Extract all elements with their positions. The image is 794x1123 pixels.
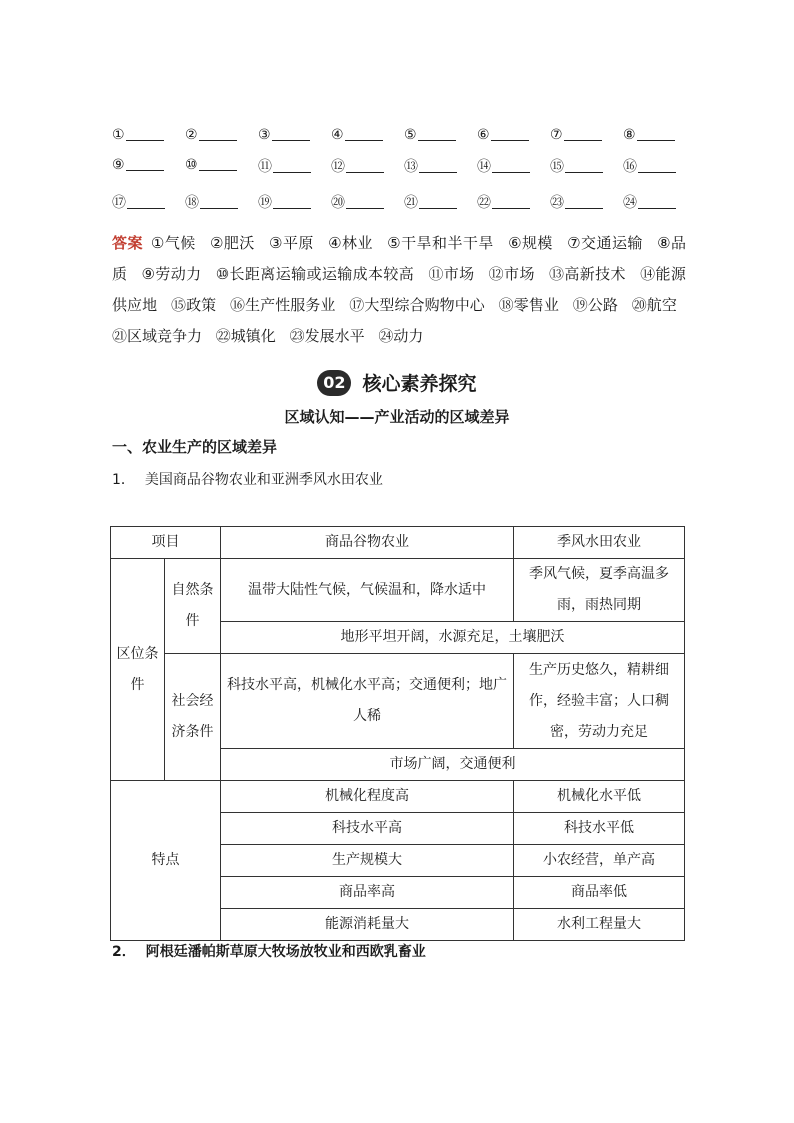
blank-line — [491, 126, 529, 141]
answer-blank — [258, 126, 310, 143]
answer-item: ⑧品质 — [112, 234, 686, 283]
header-item: 项目 — [111, 527, 221, 559]
answer-item: ⑨劳动力 — [141, 265, 202, 283]
answer-blank — [404, 156, 457, 176]
answer-item: ㉓发展水平 — [289, 327, 365, 345]
social-conditions-label: 社会经济条件 — [165, 654, 221, 781]
blank-line — [126, 156, 164, 171]
feature-commercial-grain: 商品率高 — [221, 877, 514, 909]
blank-number: ⑨ — [112, 157, 125, 173]
answer-item: ⑫市场 — [488, 265, 535, 283]
blank-line — [273, 158, 311, 173]
blank-number: ㉒ — [477, 195, 491, 211]
blank-number: ⑱ — [185, 195, 199, 211]
answer-blank — [258, 192, 311, 212]
answer-item: ⑲公路 — [572, 296, 618, 314]
answer-blank — [185, 156, 237, 173]
answer-blank — [331, 192, 384, 212]
answer-item: ㉔动力 — [378, 327, 424, 345]
answer-item: ⑭能源供应地 — [112, 265, 686, 314]
feature-commercial-grain: 能源消耗量大 — [221, 909, 514, 941]
blank-line — [638, 158, 676, 173]
blank-number: ⑥ — [477, 127, 490, 143]
social-commercial-grain: 科技水平高，机械化水平高；交通便利；地广人稀 — [221, 654, 514, 749]
answer-item: ⑳航空 — [631, 296, 677, 314]
blank-number: ⑬ — [404, 159, 418, 175]
answer-blank — [112, 192, 165, 212]
header-paddy-rice: 季风水田农业 — [514, 527, 685, 559]
blank-number: ⑪ — [258, 159, 272, 175]
blank-number: ② — [185, 127, 198, 143]
answer-blank — [477, 192, 530, 212]
answer-blank — [258, 156, 311, 176]
blank-number: ⑲ — [258, 195, 272, 211]
answer-item: ⑪市场 — [428, 265, 475, 283]
location-conditions-label: 区位条件 — [111, 559, 165, 781]
blank-number: ⑤ — [404, 127, 417, 143]
answer-blank — [550, 156, 603, 176]
features-label: 特点 — [111, 781, 221, 941]
blank-number: ⑰ — [112, 195, 126, 211]
blank-number: ③ — [258, 127, 271, 143]
blank-line — [272, 126, 310, 141]
blank-line — [346, 158, 384, 173]
blank-line — [638, 194, 676, 209]
answer-item: ⑮政策 — [171, 296, 217, 314]
answer-blank — [185, 126, 237, 143]
blank-line — [564, 126, 602, 141]
answer-item: ②肥沃 — [209, 234, 255, 252]
blank-number: ⑧ — [623, 127, 636, 143]
section-title: 核心素养探究 — [362, 373, 477, 395]
table-row — [111, 654, 685, 749]
blank-line — [199, 126, 237, 141]
answer-item: ⑰大型综合购物中心 — [349, 296, 485, 314]
blank-line — [419, 194, 457, 209]
blank-number: ㉓ — [550, 195, 564, 211]
blank-line — [418, 126, 456, 141]
feature-commercial-grain: 生产规模大 — [221, 845, 514, 877]
answer-item: ⑩长距离运输或运输成本较高 — [215, 265, 415, 283]
answer-item: ⑱零售业 — [498, 296, 559, 314]
section-header — [0, 369, 794, 396]
feature-commercial-grain: 机械化程度高 — [221, 781, 514, 813]
feature-paddy-rice: 商品率低 — [514, 877, 685, 909]
blanks-row-1 — [112, 126, 692, 150]
blank-line — [126, 126, 164, 141]
answer-item: ⑦交通运输 — [567, 234, 643, 252]
item-1-heading — [112, 469, 383, 489]
blank-line — [200, 194, 238, 209]
answer-blank — [623, 192, 676, 212]
answer-label: 答案 — [112, 234, 143, 252]
table-row — [111, 559, 685, 622]
blank-number: ④ — [331, 127, 344, 143]
blank-line — [565, 158, 603, 173]
item-1-number: 1． — [112, 472, 135, 488]
blank-line — [345, 126, 383, 141]
natural-commercial-grain: 温带大陆性气候，气候温和，降水适中 — [221, 559, 514, 622]
answer-blank — [331, 156, 384, 176]
blank-number: ① — [112, 127, 125, 143]
blank-line — [346, 194, 384, 209]
answer-blank — [477, 156, 530, 176]
answer-blank — [477, 126, 529, 143]
blank-line — [419, 158, 457, 173]
blanks-row-2 — [112, 156, 692, 180]
answer-paragraph — [112, 228, 686, 352]
table-row — [111, 781, 685, 813]
answer-blank — [404, 126, 456, 143]
section-subtitle: 区域认知——产业活动的区域差异 — [284, 408, 510, 426]
answer-item: ㉑区域竞争力 — [112, 327, 203, 345]
blank-number: ⑫ — [331, 159, 345, 175]
blank-line — [492, 194, 530, 209]
heading-agriculture: 一、农业生产的区域差异 — [112, 438, 278, 456]
blank-line — [199, 156, 237, 171]
answer-blank — [185, 192, 238, 212]
table-header-row — [111, 527, 685, 559]
blanks-row-3 — [112, 192, 692, 216]
blank-number: ⑯ — [623, 159, 637, 175]
blank-line — [565, 194, 603, 209]
blank-number: ㉔ — [623, 195, 637, 211]
section-number-badge: 02 — [317, 370, 351, 396]
answer-blank — [112, 156, 164, 173]
feature-paddy-rice: 水利工程量大 — [514, 909, 685, 941]
blank-number: ⑦ — [550, 127, 563, 143]
blank-number: ㉑ — [404, 195, 418, 211]
blank-line — [492, 158, 530, 173]
answer-blank — [550, 192, 603, 212]
blank-number: ⑳ — [331, 195, 345, 211]
answer-item: ⑯生产性服务业 — [230, 296, 336, 314]
blank-line — [127, 194, 165, 209]
answer-item: ⑬高新技术 — [549, 265, 626, 283]
blank-number: ⑩ — [185, 157, 198, 173]
answer-item: ㉒城镇化 — [215, 327, 276, 345]
blank-number: ⑮ — [550, 159, 564, 175]
answer-item: ④林业 — [328, 234, 373, 252]
answer-item: ⑥规模 — [508, 234, 553, 252]
answer-blank — [331, 126, 383, 143]
answer-blank — [623, 126, 675, 143]
answer-item: ⑤干旱和半干旱 — [387, 234, 494, 252]
answer-blank — [550, 126, 602, 143]
feature-paddy-rice: 小农经营，单产高 — [514, 845, 685, 877]
answer-items — [112, 234, 686, 345]
header-commercial-grain: 商品谷物农业 — [221, 527, 514, 559]
feature-paddy-rice: 机械化水平低 — [514, 781, 685, 813]
comparison-table — [110, 526, 685, 941]
answer-blank — [112, 126, 164, 143]
item-2-number: 2． — [112, 944, 136, 960]
item-2-heading — [112, 941, 426, 961]
blank-line — [273, 194, 311, 209]
answer-item: ①气候 — [150, 234, 196, 252]
answer-item: ③平原 — [269, 234, 314, 252]
blank-line — [637, 126, 675, 141]
natural-conditions-label: 自然条件 — [165, 559, 221, 654]
blank-number: ⑭ — [477, 159, 491, 175]
feature-paddy-rice: 科技水平低 — [514, 813, 685, 845]
item-1-text: 美国商品谷物农业和亚洲季风水田农业 — [144, 472, 383, 488]
social-shared: 市场广阔，交通便利 — [221, 749, 685, 781]
answer-blank — [404, 192, 457, 212]
item-2-text: 阿根廷潘帕斯草原大牧场放牧业和西欧乳畜业 — [145, 944, 426, 960]
social-paddy-rice: 生产历史悠久，精耕细作，经验丰富；人口稠密，劳动力充足 — [514, 654, 685, 749]
natural-paddy-rice: 季风气候，夏季高温多雨，雨热同期 — [514, 559, 685, 622]
feature-commercial-grain: 科技水平高 — [221, 813, 514, 845]
natural-shared: 地形平坦开阔，水源充足，土壤肥沃 — [221, 622, 685, 654]
answer-blank — [623, 156, 676, 176]
